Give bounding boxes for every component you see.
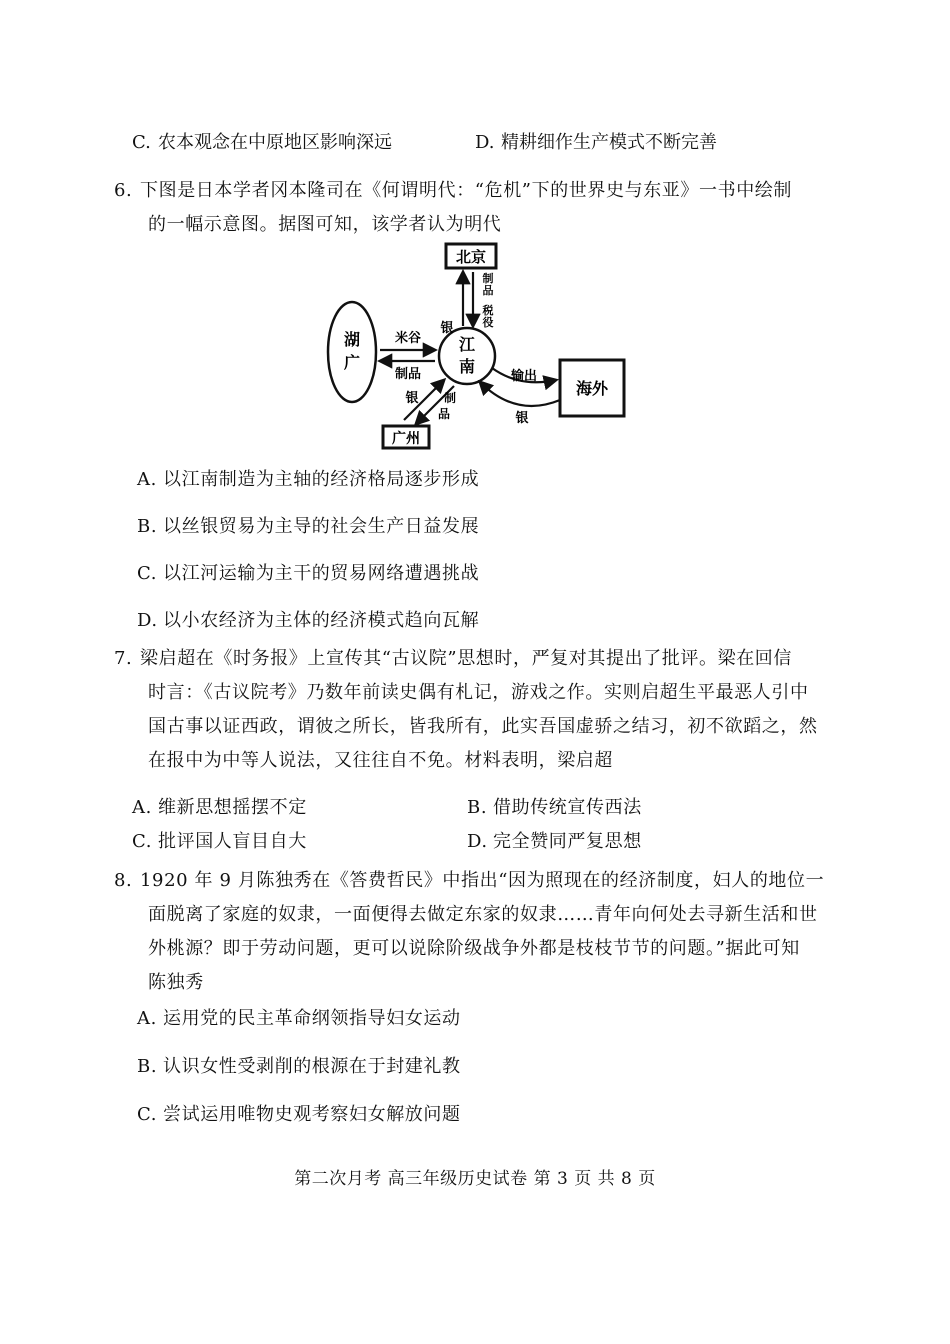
option-text: 农本观念在中原地区影响深远 xyxy=(158,132,392,153)
label-zhipin-north-2: 品 xyxy=(482,284,494,297)
stem-text: 面脱离了家庭的奴隶，一面便得去做定东家的奴隶……青年向何处去寻新生活和世 xyxy=(148,904,818,925)
label-shuiyi-1: 税 xyxy=(482,304,494,317)
page-footer: 第二次月考 高三年级历史试卷 第 3 页 共 8 页 xyxy=(294,1169,656,1189)
option-label: A. xyxy=(137,469,157,490)
q6-stem-line2 xyxy=(148,213,501,237)
option-label: C. xyxy=(132,831,153,852)
label-yin-east: 银 xyxy=(515,411,529,426)
guangzhou-label: 广州 xyxy=(392,431,420,447)
option-text: 精耕细作生产模式不断完善 xyxy=(501,132,717,153)
stem-text: 1920 年 9 月陈独秀在《答费哲民》中指出“因为照现在的经济制度，妇人的地位一 xyxy=(140,870,825,891)
label-zhipin-south-1: 制 xyxy=(443,391,457,405)
arrow-silver-from-haiwai xyxy=(480,382,560,406)
huguang-label-2: 广 xyxy=(343,353,361,372)
label-zhipin-south-2: 品 xyxy=(437,407,451,421)
label-shuiyi-2: 役 xyxy=(482,316,494,329)
option-label: D. xyxy=(467,831,488,852)
option-text: 以江南制造为主轴的经济格局逐步形成 xyxy=(163,469,480,490)
option-label: D. xyxy=(137,610,158,631)
huguang-ellipse xyxy=(328,302,376,402)
option-label: D. xyxy=(475,132,495,153)
q7-option-a xyxy=(132,796,307,820)
q8-option-b xyxy=(137,1055,461,1079)
stem-text: 外桃源？即于劳动问题，更可以说除阶级战争外都是枝枝节节的问题。”据此可知 xyxy=(148,938,800,959)
stem-text: 陈独秀 xyxy=(148,972,204,993)
q6-option-b xyxy=(137,515,479,539)
option-text: 维新思想摇摆不定 xyxy=(158,797,307,818)
huguang-label-1: 湖 xyxy=(343,330,361,349)
q8-stem-line1 xyxy=(114,869,824,893)
q8-option-c xyxy=(137,1103,461,1127)
option-text: 完全赞同严复思想 xyxy=(493,831,642,852)
q7-option-b xyxy=(467,796,642,820)
option-text: 尝试运用唯物史观考察妇女解放问题 xyxy=(163,1104,461,1125)
option-label: A. xyxy=(137,1008,157,1029)
option-label: A. xyxy=(132,797,152,818)
jiangnan-label-2: 南 xyxy=(458,357,476,376)
label-migu: 米谷 xyxy=(394,331,422,346)
question-number: 7. xyxy=(114,648,133,669)
label-yin-south: 银 xyxy=(405,391,419,406)
q7-stem-line4 xyxy=(148,749,613,773)
option-label: C. xyxy=(137,563,158,584)
economic-flow-diagram xyxy=(320,240,640,450)
haiwai-label: 海外 xyxy=(575,379,609,398)
stem-text: 在报中为中等人说法，又往往自不免。材料表明，梁启超 xyxy=(148,750,613,771)
q6-stem-line1 xyxy=(114,179,792,203)
label-yin-north: 银 xyxy=(440,321,454,336)
q8-stem-line2 xyxy=(148,903,818,927)
q7-option-c xyxy=(132,830,307,854)
question-number: 8. xyxy=(114,870,133,891)
option-text: 以丝银贸易为主导的社会生产日益发展 xyxy=(163,516,480,537)
q6-option-d xyxy=(137,609,479,633)
option-label: B. xyxy=(137,1056,158,1077)
option-text: 批评国人盲目自大 xyxy=(158,831,307,852)
jiangnan-label-1: 江 xyxy=(458,335,476,354)
q6-option-c xyxy=(137,562,479,586)
option-text: 以小农经济为主体的经济模式趋向瓦解 xyxy=(163,610,480,631)
label-zhipin-north-1: 制 xyxy=(482,272,494,285)
beijing-label: 北京 xyxy=(455,248,487,266)
q6-option-a xyxy=(137,468,479,492)
q8-stem-line3 xyxy=(148,937,800,961)
option-text: 借助传统宣传西法 xyxy=(493,797,642,818)
stem-text: 梁启超在《时务报》上宣传其“古议院”思想时，严复对其提出了批评。梁在回信 xyxy=(140,648,793,669)
question-number: 6. xyxy=(114,180,133,201)
stem-text: 时言：《古议院考》乃数年前读史偶有札记，游戏之作。实则启超生平最恶人引中 xyxy=(148,682,809,703)
option-text: 以江河运输为主干的贸易网络遭遇挑战 xyxy=(163,563,480,584)
option-label: C. xyxy=(132,132,151,153)
stem-text: 国古事以证西政，谓彼之所长，皆我所有，此实吾国虚骄之结习，初不欲蹈之，然 xyxy=(148,716,818,737)
option-label: C. xyxy=(137,1104,158,1125)
label-zhipin-west: 制品 xyxy=(394,367,422,382)
q8-stem-line4 xyxy=(148,971,204,995)
q7-stem-line2 xyxy=(148,681,809,705)
q7-stem-line3 xyxy=(148,715,818,739)
option-label: B. xyxy=(467,797,488,818)
q8-option-a xyxy=(137,1007,461,1031)
option-text: 运用党的民主革命纲领指导妇女运动 xyxy=(163,1008,461,1029)
q7-option-d xyxy=(467,830,642,854)
q5-option-c xyxy=(132,131,392,155)
q5-option-d xyxy=(475,131,717,155)
q7-stem-line1 xyxy=(114,647,792,671)
label-shuchu: 输出 xyxy=(510,369,538,384)
option-text: 认识女性受剥削的根源在于封建礼教 xyxy=(163,1056,461,1077)
option-label: B. xyxy=(137,516,158,537)
stem-text: 的一幅示意图。据图可知，该学者认为明代 xyxy=(148,214,502,235)
stem-text: 下图是日本学者冈本隆司在《何谓明代：“危机”下的世界史与东亚》一书中绘制 xyxy=(140,180,793,201)
